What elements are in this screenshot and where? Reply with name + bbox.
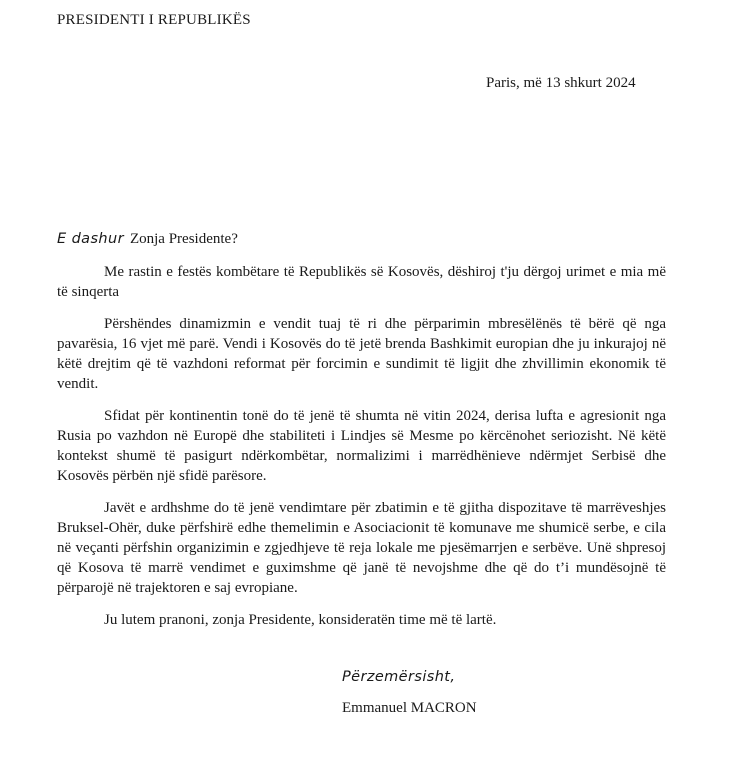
paragraph-challenges: Sfidat për kontinentin tonë do të jenë të shumta në vitin 2024, derisa lufta e agresionit nga Rusia po vazhdon në Europë dhe stabiliteti i Lindjes së Mesme po kërcënohet seriozisht. Në këtë kontekst shumë të pasigurt ndërkombëtar, normalizimi i marrëdhënieve ndërmjet Serbisë dhe Kosovës përbën një sfidë parësore. [57,408,666,484]
handwritten-salutation: E dashur [57,231,124,247]
paragraph-progress: Përshëndes dinamizmin e vendit tuaj të ri dhe përparimin mbresëlënës të bërë që nga pavarësia, 16 vjet më parë. Vendi i Kosovës do të jetë brenda Bashkimit europian dhe ju inkurajoj në këtë drejtim që të vazhdoni reformat për forcimin e sundimit të ligjit dhe zhvillimin ekonomik të vendit. [57,316,666,392]
salutation [57,231,238,248]
letterhead: PRESIDENTI I REPUBLIKËS [57,12,251,28]
letter-body [57,262,666,642]
paragraph-greeting: Me rastin e festës kombëtare të Republikës së Kosovës, dëshiroj t'ju dërgoj urimet e mia më të sinqerta [57,264,666,300]
place-date: Paris, më 13 shkurt 2024 [486,75,636,91]
paragraph-agreement: Javët e ardhshme do të jenë vendimtare për zbatimin e të gjitha dispozitave të marrëveshjes Bruksel-Ohër, duke përfshirë edhe themelimin e Asociacionit të komunave me shumicë serbe, e cila në veçanti përfshin organizimin e zgjedhjeve të reja lokale me pjesëmarrjen e serbëve. Unë shpresoj që Kosova të marrë vendimet e guximshme që janë të nevojshme dhe që do t’i mundësojnë të përparojë në trajektoren e saj evropiane. [57,500,666,596]
signatory-name: Emmanuel MACRON [342,700,477,716]
closing-handwritten: Përzemërsisht, [342,669,456,685]
salutation-text: Zonja Presidente? [129,231,238,247]
paragraph-regards: Ju lutem pranoni, zonja Presidente, konsideratën time më të lartë. [104,612,497,628]
